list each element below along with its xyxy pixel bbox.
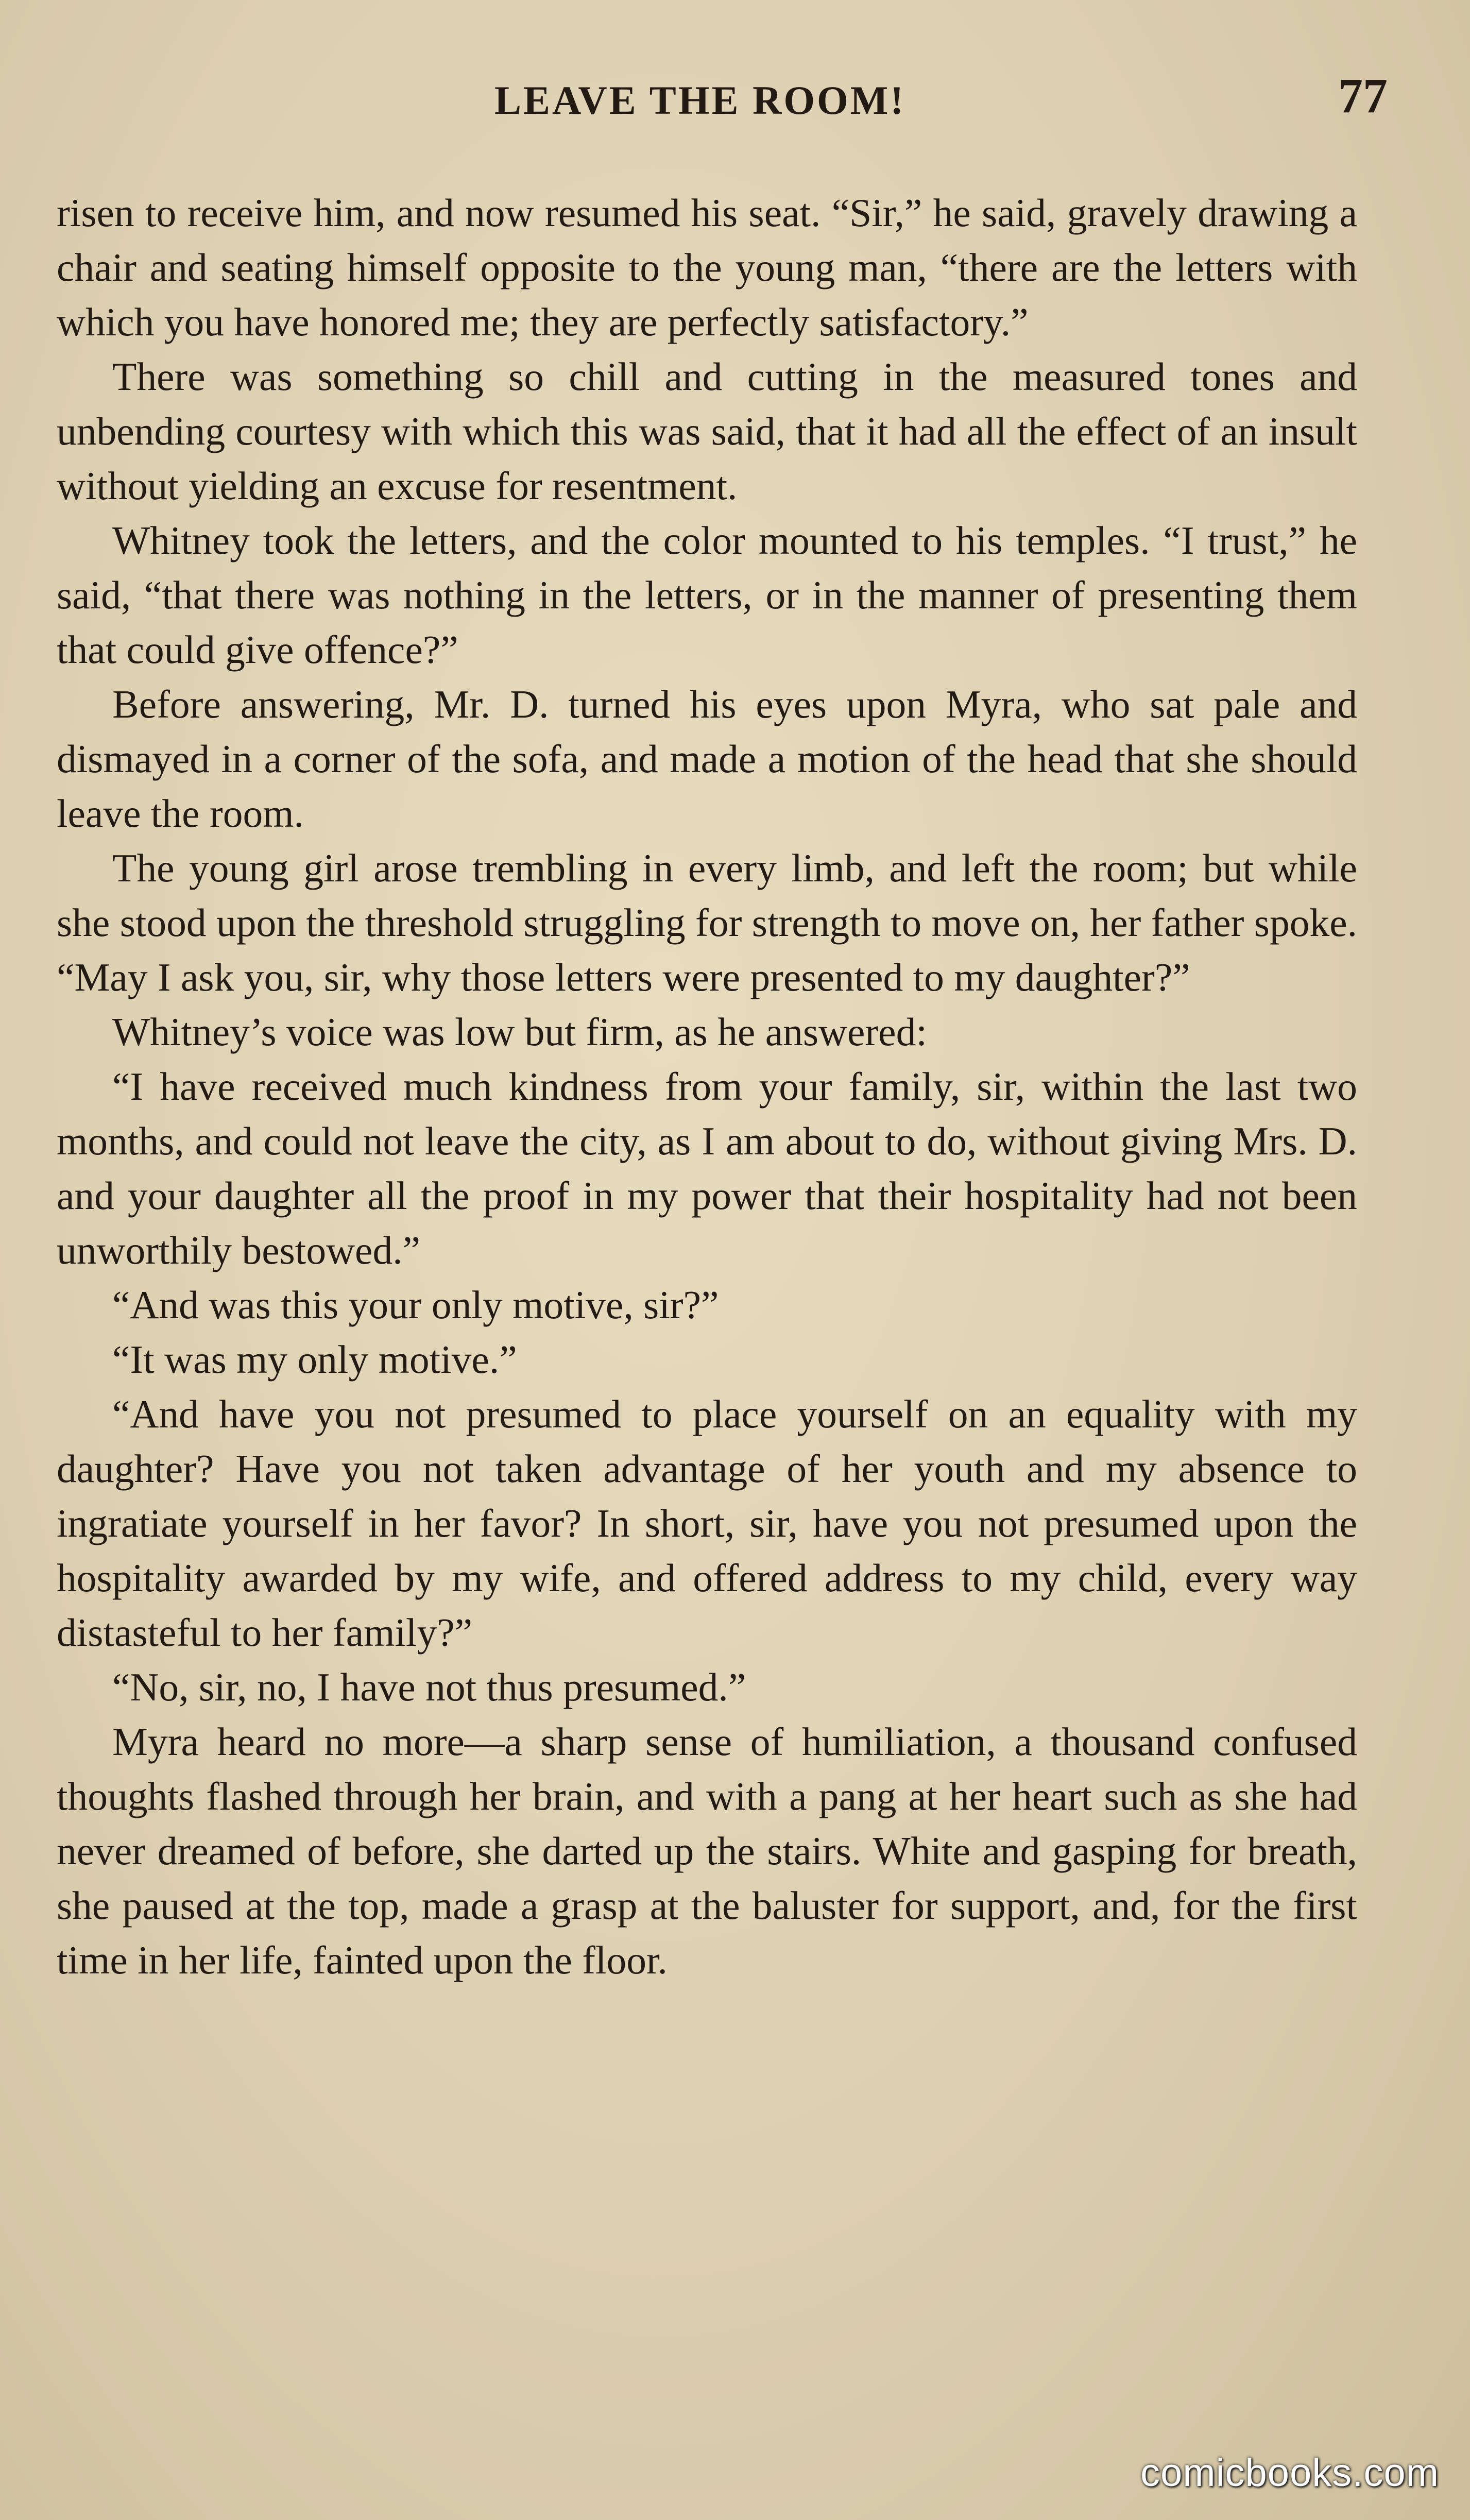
paragraph-9: “It was my only motive.” bbox=[112, 1337, 517, 1382]
paragraph-5: The young girl arose trembling in every limb, and left the room; but while she stood upon the threshold struggling for strength to move on, her father spoke. “May I ask you, sir, why those letters were presented to my daughter?” bbox=[57, 846, 1357, 999]
running-head: LEAVE THE ROOM! bbox=[494, 78, 906, 123]
watermark: comicbooks.com bbox=[1140, 2451, 1439, 2495]
page-header bbox=[57, 67, 1388, 129]
paragraph-12: Myra heard no more—a sharp sense of humiliation, a thousand confused thoughts flashed through her brain, and with a pang at her heart such as she had never dreamed of before, she darted up the stairs. White and gasping for breath, she paused at the top, made a grasp at the baluster for support, and, for the first time in her life, fainted upon the floor. bbox=[57, 1719, 1357, 1982]
paragraph-3: Whitney took the letters, and the color mounted to his temples. “I trust,” he said, “that there was nothing in the letters, or in the manner of presenting them that could give offence?” bbox=[57, 518, 1357, 672]
paragraph-11: “No, sir, no, I have not thus presumed.” bbox=[112, 1665, 746, 1709]
paragraph-2: There was something so chill and cutting in the measured tones and unbending courtesy with which this was said, that it had all the effect of an insult without yielding an excuse for resentment. bbox=[57, 354, 1357, 508]
paragraph-4: Before answering, Mr. D. turned his eyes upon Myra, who sat pale and dismayed in a corner of the sofa, and made a motion of the head that she should leave the room. bbox=[57, 682, 1357, 836]
paragraph-1: risen to receive him, and now resumed his seat. “Sir,” he said, gravely drawing a chair and seating himself opposite to the young man, “there are the letters with which you have honored me; they are perfectly satisfactory.” bbox=[57, 191, 1357, 344]
page-body bbox=[57, 185, 1357, 1987]
paragraph-7: “I have received much kindness from your family, sir, within the last two months, and could not leave the city, as I am about to do, without giving Mrs. D. and your daughter all the proof in my power that their hospitality had not been unworthily bestowed.” bbox=[57, 1064, 1357, 1272]
paragraph-8: “And was this your only motive, sir?” bbox=[112, 1283, 719, 1327]
page-number: 77 bbox=[1338, 68, 1388, 123]
paragraph-6: Whitney’s voice was low but firm, as he answered: bbox=[112, 1010, 927, 1054]
paragraph-10: “And have you not presumed to place yourself on an equality with my daughter? Have you not taken advantage of her youth and my absence to ingratiate yourself in her favor? In short, sir, have you not presumed upon the hospitality awarded by my wife, and offered address to my child, every way distasteful to her family?” bbox=[57, 1392, 1357, 1655]
